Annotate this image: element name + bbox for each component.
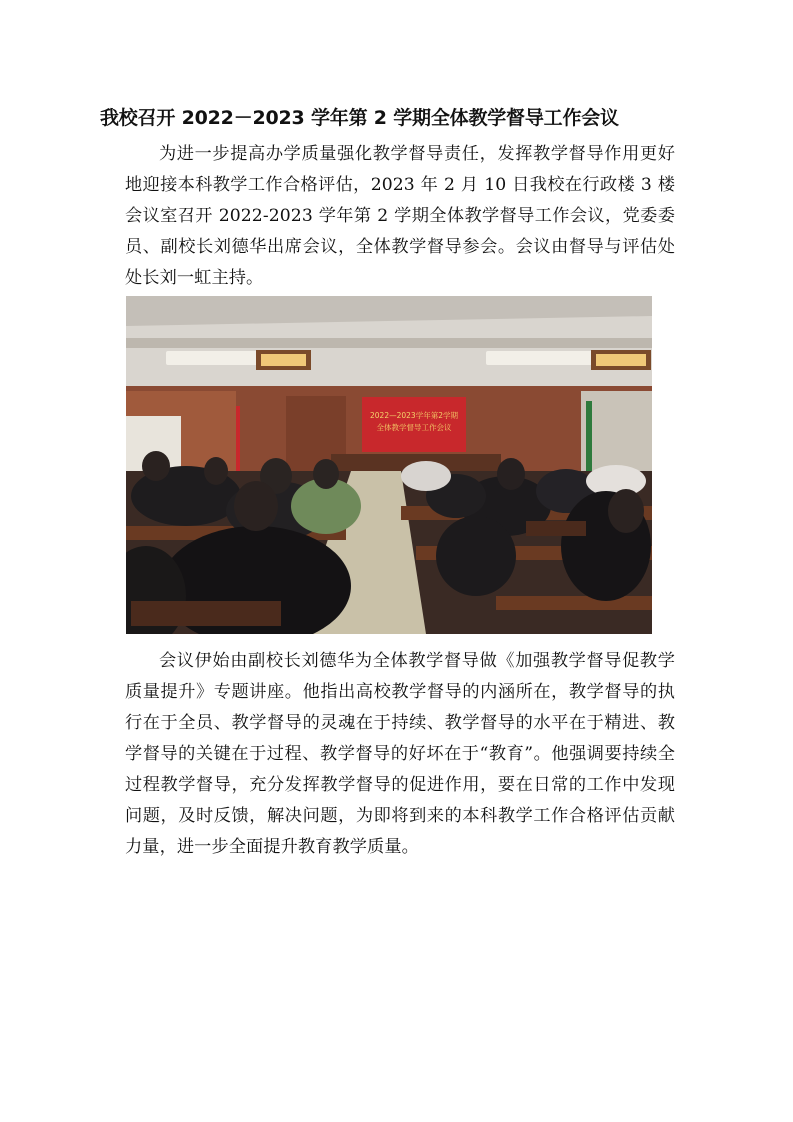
paragraph-intro: 为进一步提高办学质量强化教学督导责任，发挥教学督导作用更好地迎接本科教学工作合格评估，2023 年 2 月 10 日我校在行政楼 3 楼会议室召开 2022-2023 学年第 2 学期全体教学督导工作会议，党委委员、副校长刘德华出席会议，全体教学督导参会。会议由督导与评估处处长刘一虹主持。	[125, 144, 675, 288]
screen-line1: 2022—2023学年第2学期	[370, 411, 458, 420]
article-title: 我校召开 2022－2023 学年第 2 学期全体教学督导工作会议	[100, 107, 619, 129]
screen-line2: 全体教学督导工作会议	[376, 423, 452, 432]
meeting-photo	[126, 296, 652, 634]
paragraph-lecture: 会议伊始由副校长刘德华为全体教学督导做《加强教学督导促教学质量提升》专题讲座。他指出高校教学督导的内涵所在，教学督导的执行在于全员、教学督导的灵魂在于持续、教学督导的水平在于精进、教学督导的关键在于过程、教学督导的好坏在于“教育”。他强调要持续全过程教学督导，充分发挥教学督导的促进作用，要在日常的工作中发现问题，及时反馈，解决问题，为即将到来的本科教学工作合格评估贡献力量，进一步全面提升教育教学质量。	[125, 651, 675, 857]
